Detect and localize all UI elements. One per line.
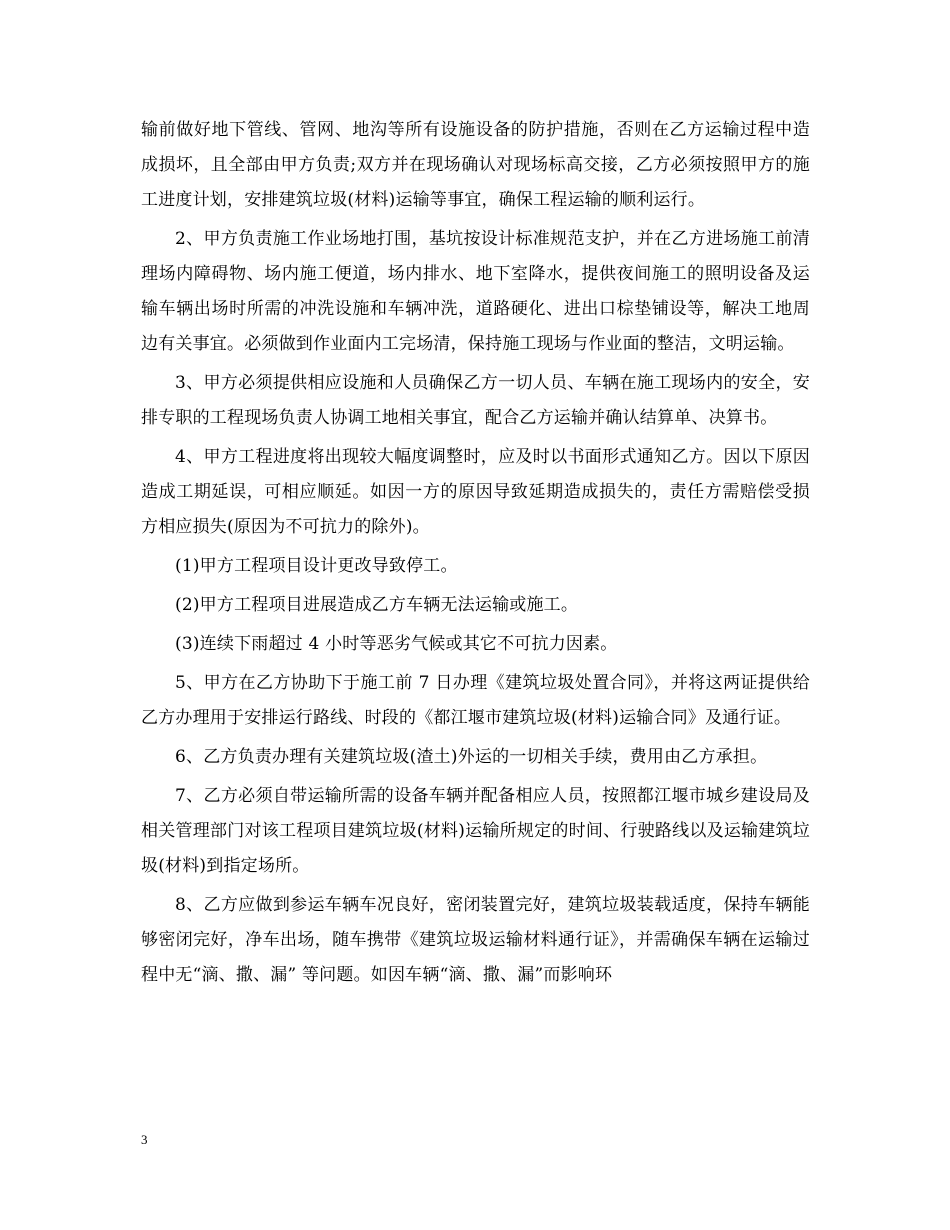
paragraph-continuation: 输前做好地下管线、管网、地沟等所有设施设备的防护措施，否则在乙方运输过程中造成损坏，且全部由甲方负责;双方并在现场确认对现场标高交接，乙方必须按照甲方的施工进度计划，安排建筑垃圾(材料)运输等事宜，确保工程运输的顺利运行。 [141, 120, 810, 210]
paragraph-item-2: (2)甲方工程项目进展造成乙方车辆无法运输或施工。 [175, 595, 579, 615]
page-number: 3 [141, 1132, 148, 1147]
paragraph-clause-5: 5、甲方在乙方协助下于施工前 7 日办理《建筑垃圾处置合同》，并将这两证提供给乙方办理用于安排运行路线、时段的《都江堰市建筑垃圾(材料)运输合同》及通行证。 [141, 673, 810, 728]
document-body [141, 113, 810, 997]
paragraph-item-3: (3)连续下雨超过 4 小时等恶劣气候或其它不可抗力因素。 [175, 634, 618, 654]
paragraph-clause-7: 7、乙方必须自带运输所需的设备车辆并配备相应人员，按照都江堰市城乡建设局及相关管理部门对该工程项目建筑垃圾(材料)运输所规定的时间、行驶路线以及运输建筑垃圾(材料)到指定场所。 [141, 786, 810, 876]
paragraph-clause-6: 6、乙方负责办理有关建筑垃圾(渣土)外运的一切相关手续，费用由乙方承担。 [175, 747, 768, 767]
paragraph-item-1: (1)甲方工程项目设计更改导致停工。 [175, 556, 458, 576]
paragraph-clause-8: 8、乙方应做到参运车辆车况良好，密闭装置完好，建筑垃圾装载适度，保持车辆能够密闭完好，净车出场，随车携带《建筑垃圾运输材料通行证》，并需确保车辆在运输过程中无“滴、撒、漏” 等问题。如因车辆“滴、撒、漏”而影响环 [141, 895, 810, 985]
paragraph-clause-4: 4、甲方工程进度将出现较大幅度调整时，应及时以书面形式通知乙方。因以下原因造成工期延误，可相应顺延。如因一方的原因导致延期造成损失的，责任方需赔偿受损方相应损失(原因为不可抗力的除外)。 [141, 447, 810, 537]
paragraph-clause-2: 2、甲方负责施工作业场地打围，基坑按设计标准规范支护，并在乙方进场施工前清理场内障碍物、场内施工便道，场内排水、地下室降水，提供夜间施工的照明设备及运输车辆出场时所需的冲洗设施和车辆冲洗，道路硬化、进出口棕垫铺设等，解决工地周边有关事宜。必须做到作业面内工完场清，保持施工现场与作业面的整洁，文明运输。 [141, 229, 810, 354]
paragraph-clause-3: 3、甲方必须提供相应设施和人员确保乙方一切人员、车辆在施工现场内的安全，安排专职的工程现场负责人协调工地相关事宜，配合乙方运输并确认结算单、决算书。 [141, 373, 810, 428]
